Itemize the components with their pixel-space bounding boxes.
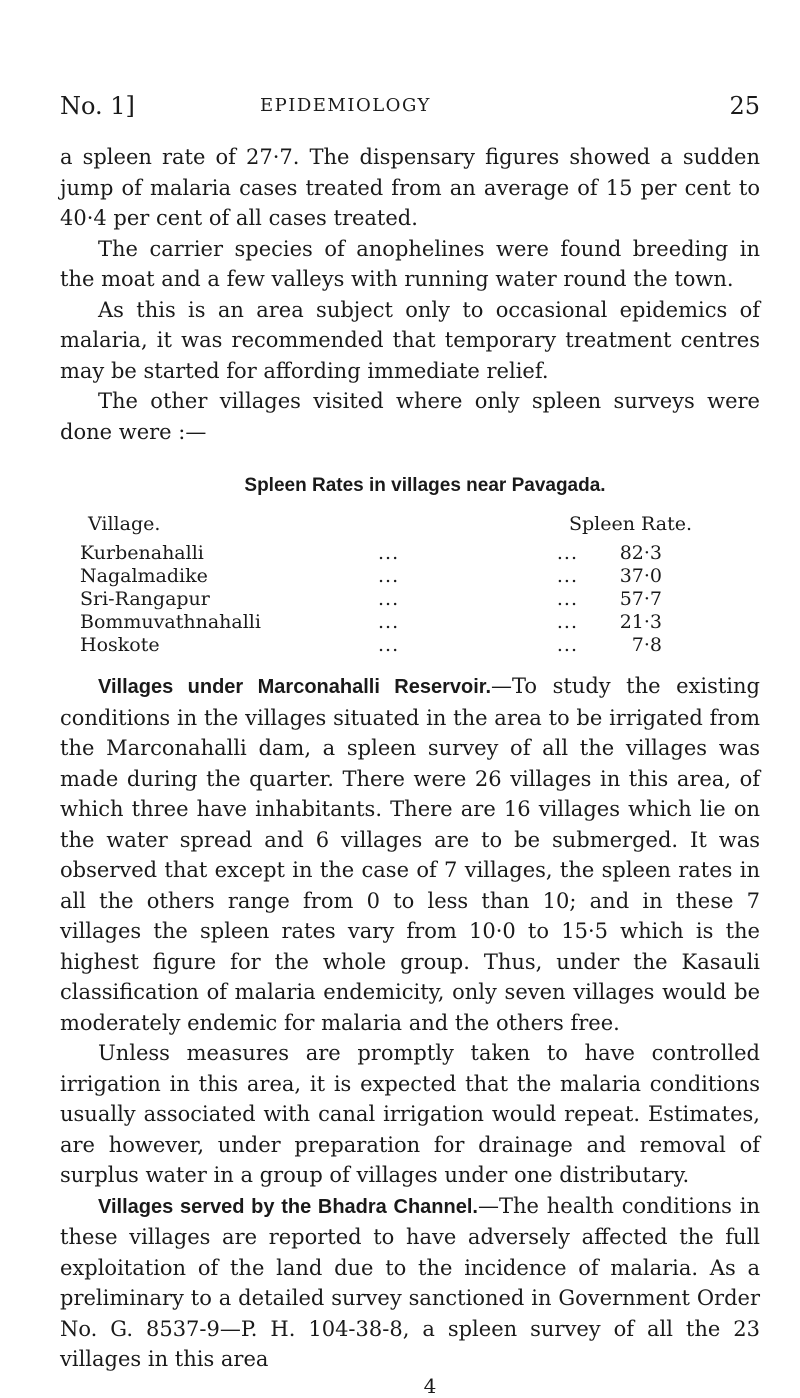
- leader-dots: ...: [378, 634, 400, 656]
- table-row: [80, 565, 692, 588]
- table-title: Spleen Rates in villages near Pavagada.: [244, 475, 606, 496]
- section-heading-marconahalli: Villages under Marconahalli Reservoir.: [98, 676, 492, 698]
- section-heading-bhadra: Villages served by the Bhadra Channel.: [98, 1195, 478, 1218]
- table-row: [80, 588, 692, 611]
- spleen-rate-value: 82·3: [619, 542, 662, 564]
- spleen-rate-value: 57·7: [619, 588, 662, 610]
- paragraph-marconahalli: [60, 671, 760, 1038]
- paragraph-controlled-irrigation: Unless measures are promptly taken to have controlled irrigation in this area, it is expected that the malaria conditions usually associated with canal irrigation would repeat. Estimates, are however, under preparation for drainage and removal of surplus water in a group of villages under one distributary.: [60, 1041, 760, 1187]
- section-title: EPIDEMIOLOGY: [260, 95, 431, 116]
- marconahalli-text: —To study the existing conditions in the villages situated in the area to be irrigated from the Marconahalli dam, a spleen survey of all the villages was made during the quarter. There were 26 villages in this area, of which three have inhabitants. There are 16 villages which lie on the water spread and 6 villages are to be submerged. It was observed that except in the case of 7 villages, the spleen rates in all the others range from 0 to less than 10; and in these 7 villages the spleen rates vary from 10·0 to 15·5 which is the highest figure for the whole group. Thus, under the Kasauli classification of malaria endemicity, only seven villages would be moderately endemic for malaria and the others free.: [60, 674, 760, 1035]
- table-row: [80, 634, 692, 657]
- leader-dots: ...: [556, 611, 578, 633]
- paragraph-treatment-centres: As this is an area subject only to occasional epidemics of malaria, it was recommended that temporary treatment centres may be started for affording immediate relief.: [60, 297, 760, 383]
- village-name: Kurbenahalli: [80, 542, 204, 564]
- paragraph-other-villages: The other villages visited where only spleen surveys were done were :—: [60, 389, 760, 444]
- leader-dots: ...: [378, 565, 400, 587]
- leader-dots: ...: [556, 634, 578, 656]
- leader-dots: ...: [378, 588, 400, 610]
- spleen-rate-value: 21·3: [619, 611, 662, 633]
- leader-dots: ...: [556, 565, 578, 587]
- table-row: [80, 542, 692, 565]
- leader-dots: ...: [556, 542, 578, 564]
- issue-number: No. 1]: [60, 92, 135, 120]
- leader-dots: ...: [556, 588, 578, 610]
- paragraph-spleen-rate: a spleen rate of 27·7. The dispensary figures showed a sudden jump of malaria cases treated from an average of 15 per cent to 40·4 per cent of all cases treated.: [60, 145, 760, 230]
- spleen-rate-value: 7·8: [631, 634, 662, 656]
- paragraph-carrier-species: The carrier species of anophelines were found breeding in the moat and a few valleys with running water round the town.: [60, 236, 760, 291]
- page-number: 4: [423, 1373, 437, 1398]
- column-header-spleen-rate: Spleen Rate.: [568, 513, 692, 535]
- leader-dots: ...: [378, 611, 400, 633]
- page-folio: 25: [729, 92, 760, 120]
- running-header: [60, 88, 760, 124]
- document-page: [60, 88, 760, 1397]
- table-header: [80, 513, 692, 536]
- spleen-rate-value: 37·0: [619, 565, 662, 587]
- village-name: Nagalmadike: [80, 565, 208, 587]
- village-name: Bommuvathnahalli: [80, 611, 261, 633]
- table-row: [80, 611, 692, 634]
- village-name: Sri-Rangapur: [80, 588, 210, 610]
- spleen-rate-table: [80, 513, 692, 657]
- village-name: Hoskote: [80, 634, 160, 656]
- leader-dots: ...: [378, 542, 400, 564]
- column-header-village: Village.: [88, 513, 161, 535]
- paragraph-bhadra: [60, 1191, 760, 1375]
- bhadra-text: —The health conditions in these villages are reported to have adversely affected the full exploitation of the land due to the incidence of malaria. As a preliminary to a detailed survey sanctioned in Government Order No. G. 8537-9—P. H. 104-38-8, a spleen survey of all the 23 villages in this area: [60, 1193, 760, 1371]
